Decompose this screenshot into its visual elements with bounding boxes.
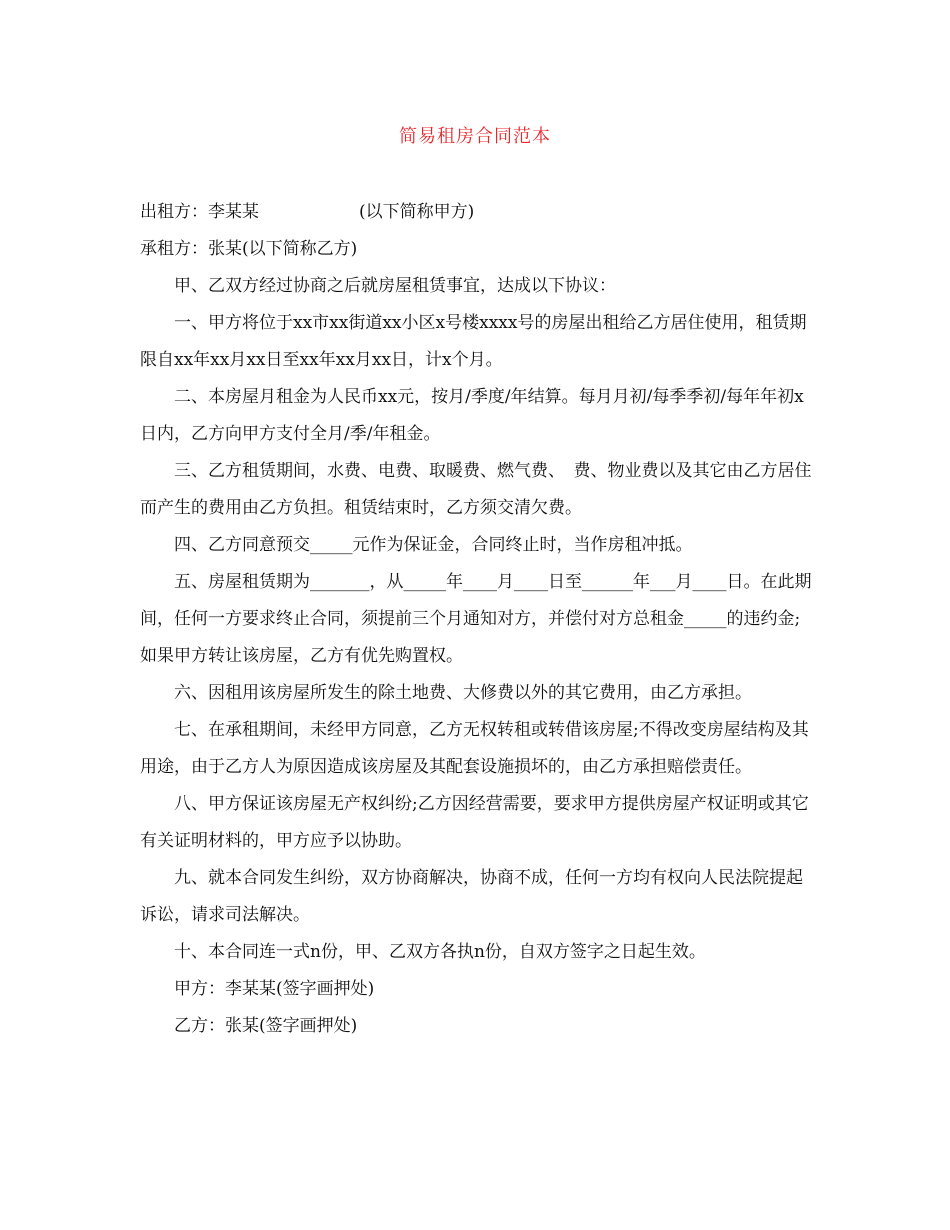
clause-3: 三、乙方租赁期间，水费、电费、取暖费、燃气费、 费、物业费以及其它由乙方居住而产生的费用由乙方负担。租赁结束时，乙方须交清欠费。 [140,461,812,518]
clause-4: 四、乙方同意预交_____元作为保证金，合同终止时，当作房租冲抵。 [174,535,693,555]
intro-paragraph: 甲、乙双方经过协商之后就房屋租赁事宜，达成以下协议： [174,276,616,296]
clause-6: 六、因租用该房屋所发生的除土地费、大修费以外的其它费用，由乙方承担。 [174,683,752,703]
clause-1: 一、甲方将位于xx市xx街道xx小区x号楼xxxx号的房屋出租给乙方居住使用，租赁期限自xx年xx月xx日至xx年xx月xx日，计x个月。 [140,313,807,370]
clause-10: 十、本合同连一式n份，甲、乙双方各执n份，自双方签字之日起生效。 [174,942,706,962]
lessor-line [140,194,812,231]
clause-9: 九、就本合同发生纠纷，双方协商解决，协商不成，任何一方均有权向人民法院提起诉讼，请求司法解决。 [140,868,803,925]
signature-party-a: 甲方：李某某(签字画押处) [174,979,375,999]
clause-2: 二、本房屋月租金为人民币xx元，按月/季度/年结算。每月月初/每季季初/每年年初x日内，乙方向甲方支付全月/季/年租金。 [140,387,804,444]
lessee-line: 承租方：张某(以下简称乙方) [140,239,358,259]
document-title: 简易租房合同范本 [399,126,551,147]
clause-5: 五、房屋租赁期为_______，从_____年____月____日至______年___月____日。在此期间，任何一方要求终止合同，须提前三个月通知对方，并偿付对方总租金_____的违约金;如果甲方转让该房屋，乙方有优先购置权。 [140,572,812,666]
clause-8: 八、甲方保证该房屋无产权纠纷;乙方因经营需要，要求甲方提供房屋产权证明或其它有关证明材料的，甲方应予以协助。 [140,794,809,851]
clause-7: 七、在承租期间，未经甲方同意，乙方无权转租或转借该房屋;不得改变房屋结构及其用途，由于乙方人为原因造成该房屋及其配套设施损坏的，由乙方承担赔偿责任。 [140,720,809,777]
lessor-label: 出租方：李某某 [140,202,259,222]
lessor-note: (以下简称甲方) [359,202,475,222]
document-body [140,194,812,1045]
signature-party-b: 乙方：张某(签字画押处) [174,1016,358,1036]
